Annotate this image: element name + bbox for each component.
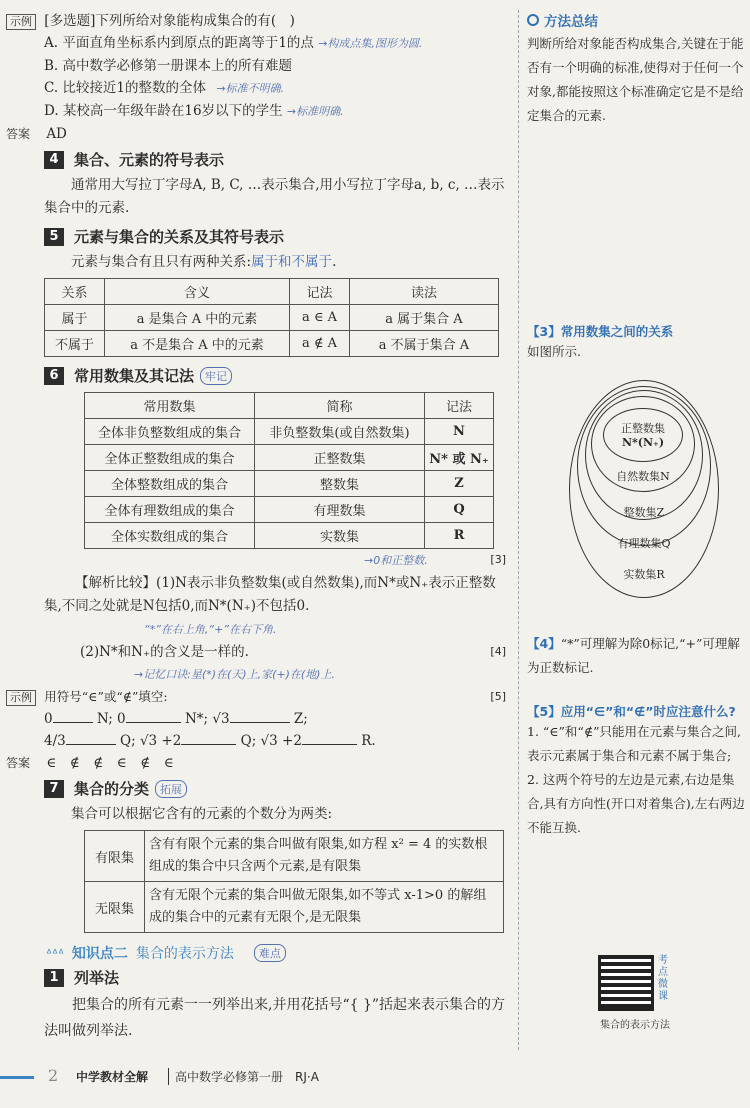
table-cell: a ∉ A: [290, 331, 350, 357]
note-5-title: 【5】应用“∈”和“∉”时应注意什么?: [527, 704, 736, 719]
venn-label-real: 实数集R: [623, 568, 665, 581]
table-cell: 无限集: [85, 882, 145, 933]
table-header: 关系: [45, 279, 105, 305]
answer-label: 答案: [6, 127, 31, 141]
note-5: [527, 702, 749, 840]
section-enum: [44, 967, 506, 1044]
venn-label-natural: 自然数集N: [616, 470, 670, 483]
table-cell: 有理数集: [255, 497, 425, 523]
fill-text: 4/3: [44, 733, 66, 749]
table-header-row: [85, 393, 494, 419]
fill-text: N*; √3: [184, 711, 230, 727]
section-6: [44, 365, 506, 686]
footer: [0, 1062, 750, 1092]
example-question: 用符号“∈”或“∉”填空:: [44, 689, 168, 704]
side-column: [518, 10, 750, 1050]
venn-label-integer: 整数集Z: [623, 506, 665, 519]
note-a: →构成点集,图形为圆.: [318, 37, 423, 50]
section-title: 列举法: [74, 969, 120, 987]
section-title: 元素与集合的关系及其符号表示: [74, 228, 285, 246]
table-cell: 全体实数组成的集合: [85, 523, 255, 549]
knowledge-badge: 难点: [254, 944, 286, 962]
target-icon: [527, 14, 539, 26]
section-number: 7: [44, 780, 64, 798]
fill-text: R.: [361, 733, 376, 749]
number-set-diagram: [569, 380, 719, 600]
ref-4: [4]: [490, 645, 506, 658]
venn-label-positive-symbol: N*(N₊): [621, 436, 665, 449]
intro-text: 元素与集合有且只有两种关系:: [71, 254, 252, 270]
table-row: [45, 331, 499, 357]
knowledge-icon: ᐞᐞᐞ: [46, 946, 64, 960]
table-header: 常用数集: [85, 393, 255, 419]
answer-label: 答案: [6, 756, 31, 770]
table-row: [85, 882, 504, 933]
option-c: C. 比较接近1的整数的全体: [44, 80, 207, 96]
section-title: 集合的分类: [74, 780, 150, 798]
table-cell: 全体非负整数组成的集合: [85, 419, 255, 445]
book-subject: 高中数学必修第一册 RJ·A: [168, 1068, 319, 1085]
qr-caption: 集合的表示方法: [600, 1020, 670, 1031]
example-tag: 示例: [6, 14, 36, 30]
table-cell: N: [425, 419, 494, 445]
table-cell: Q: [425, 497, 494, 523]
analysis-text: 【解析比较】(1)N表示非负整数集(或自然数集),而N*或N₊表示正整数集,不同之处就是N包括0,而N*(N₊)不包括0.: [44, 575, 496, 614]
footer-bar: [0, 1076, 34, 1079]
relation-text: 如图所示.: [527, 344, 581, 359]
section-4: [44, 149, 506, 220]
option-d: D. 某校高一年级年龄在16岁以下的学生: [44, 103, 283, 119]
section-number: 6: [44, 367, 64, 385]
table-cell: R: [425, 523, 494, 549]
knowledge-label: 知识点二: [71, 946, 128, 962]
number-sets-table: [84, 392, 494, 549]
fill-text: Q; √3 +2: [240, 733, 302, 749]
qr-side-label: 考点微课: [658, 955, 668, 1002]
note-bc: →标准不明确.: [216, 82, 285, 95]
knowledge-title: 集合的表示方法: [135, 946, 234, 962]
table-cell: 含有有限个元素的集合叫做有限集,如方程 x² = 4 的实数根组成的集合中只含两个元素,是有限集: [145, 831, 504, 882]
note-4: [527, 632, 749, 680]
knowledge-point-2: [46, 943, 506, 963]
intro-highlight: 属于和不属于: [251, 254, 333, 270]
venn-label-positive: 正整数集: [621, 422, 665, 435]
answer-value: ∈ ∉ ∉ ∈ ∉ ∈: [46, 755, 174, 771]
table-cell: 属于: [45, 305, 105, 331]
relation-title: 【3】常用数集之间的关系: [527, 324, 674, 339]
table-cell: 正整数集: [255, 445, 425, 471]
fill-row-1: [44, 708, 506, 730]
section-badge: 拓展: [155, 780, 187, 798]
option-a: A. 平面直角坐标系内到原点的距离等于1的点: [44, 35, 314, 51]
relation-note: [527, 322, 747, 364]
table-header-row: [45, 279, 499, 305]
section-title: 集合、元素的符号表示: [74, 151, 225, 169]
table-cell: 全体有理数组成的集合: [85, 497, 255, 523]
table-cell: 全体整数组成的集合: [85, 471, 255, 497]
qr-code[interactable]: [598, 955, 654, 1011]
table-row: [45, 305, 499, 331]
example-2: [6, 686, 506, 774]
note-5-item-2: 2. 这两个符号的左边是元素,右边是集合,具有方向性(开口对着集合),左右两边不能互换.: [527, 772, 745, 835]
note-4-text: “*”可理解为除0标记,“+”可理解为正数标记.: [527, 636, 740, 675]
note-d: →标准明确.: [286, 105, 344, 118]
table-cell: N* 或 N₊: [425, 445, 494, 471]
note-5-item-1: 1. “∈”和“∉”只能用在元素与集合之间,表示元素属于集合和元素不属于集合;: [527, 724, 741, 763]
method-title: 方法总结: [544, 14, 598, 30]
point-2-row: [44, 641, 506, 663]
fill-text: Z;: [293, 711, 308, 727]
book-title: 中学教材全解: [76, 1070, 149, 1084]
table-cell: a 不属于集合 A: [350, 331, 499, 357]
note-zero-row: [364, 549, 506, 572]
table-cell: a ∈ A: [290, 305, 350, 331]
table-cell: 全体正整数组成的集合: [85, 445, 255, 471]
table-cell: 实数集: [255, 523, 425, 549]
relation-table: [44, 278, 499, 357]
section-text: 通常用大写拉丁字母A, B, C, …表示集合,用小写拉丁字母a, b, c, …表示集合中的元素.: [44, 177, 505, 216]
section-number: 5: [44, 228, 64, 246]
ref-5: [5]: [490, 690, 506, 703]
answer-value: AD: [46, 126, 67, 142]
method-text: 判断所给对象能否构成集合,关键在于能否有一个明确的标准,使得对于任何一个对象,都能按照这个标准确定它是不是给定集合的元素.: [527, 36, 744, 123]
note-position: “*”在右上角,“+”在右下角.: [144, 623, 277, 636]
table-cell: a 属于集合 A: [350, 305, 499, 331]
table-cell: a 是集合 A 中的元素: [105, 305, 290, 331]
main-column: [6, 10, 506, 1044]
table-cell: 整数集: [255, 471, 425, 497]
table-header: 读法: [350, 279, 499, 305]
example-1: [6, 10, 506, 145]
section-intro: 集合可以根据它含有的元素的个数分为两类:: [71, 806, 333, 822]
note-4-label: 【4】: [527, 636, 561, 651]
table-header: 含义: [105, 279, 290, 305]
classification-table: [84, 830, 504, 933]
note-mnemonic: →记忆口诀:星(*)在(天)上,家(+)在(地)上.: [134, 668, 335, 681]
fill-text: N; 0: [96, 711, 126, 727]
page-number: 2: [48, 1066, 59, 1085]
table-row: [85, 523, 494, 549]
table-cell: 不属于: [45, 331, 105, 357]
table-row: [85, 419, 494, 445]
section-badge: 牢记: [200, 367, 232, 385]
section-number: 1: [44, 969, 64, 987]
option-b: B. 高中数学必修第一册课本上的所有难题: [44, 58, 293, 74]
ref-3: [3]: [490, 553, 506, 566]
table-cell: 含有无限个元素的集合叫做无限集,如不等式 x-1>0 的解组成的集合中的元素有无限个,是无限集: [145, 882, 504, 933]
table-header: 记法: [425, 393, 494, 419]
fill-text: Q; √3 +2: [120, 733, 182, 749]
table-cell: 有限集: [85, 831, 145, 882]
table-header: 简称: [255, 393, 425, 419]
method-summary: [527, 10, 750, 128]
table-header: 记法: [290, 279, 350, 305]
section-title: 常用数集及其记法: [74, 367, 195, 385]
venn-label-rational: 有理数集Q: [617, 537, 671, 550]
table-row: [85, 497, 494, 523]
point-2: (2)N*和N₊的含义是一样的.: [80, 644, 249, 660]
example-question: [多选题]下列所给对象能构成集合的有( ): [44, 13, 295, 29]
table-cell: 非负整数集(或自然数集): [255, 419, 425, 445]
note-zero: →0和正整数.: [364, 554, 428, 567]
section-text: 把集合的所有元素一一列举出来,并用花括号“{ }”括起来表示集合的方法叫做列举法.: [44, 997, 506, 1039]
section-5: [44, 226, 506, 357]
fill-text: 0: [44, 711, 53, 727]
table-row: [85, 471, 494, 497]
table-cell: a 不是集合 A 中的元素: [105, 331, 290, 357]
table-cell: Z: [425, 471, 494, 497]
table-row: [85, 831, 504, 882]
section-7: [44, 778, 506, 933]
fill-row-2: [44, 730, 506, 752]
table-row: [85, 445, 494, 471]
relation-intro: 元素与集合有且只有两种关系:属于和不属于.: [71, 254, 337, 270]
section-number: 4: [44, 151, 64, 169]
example-tag: 示例: [6, 690, 36, 706]
